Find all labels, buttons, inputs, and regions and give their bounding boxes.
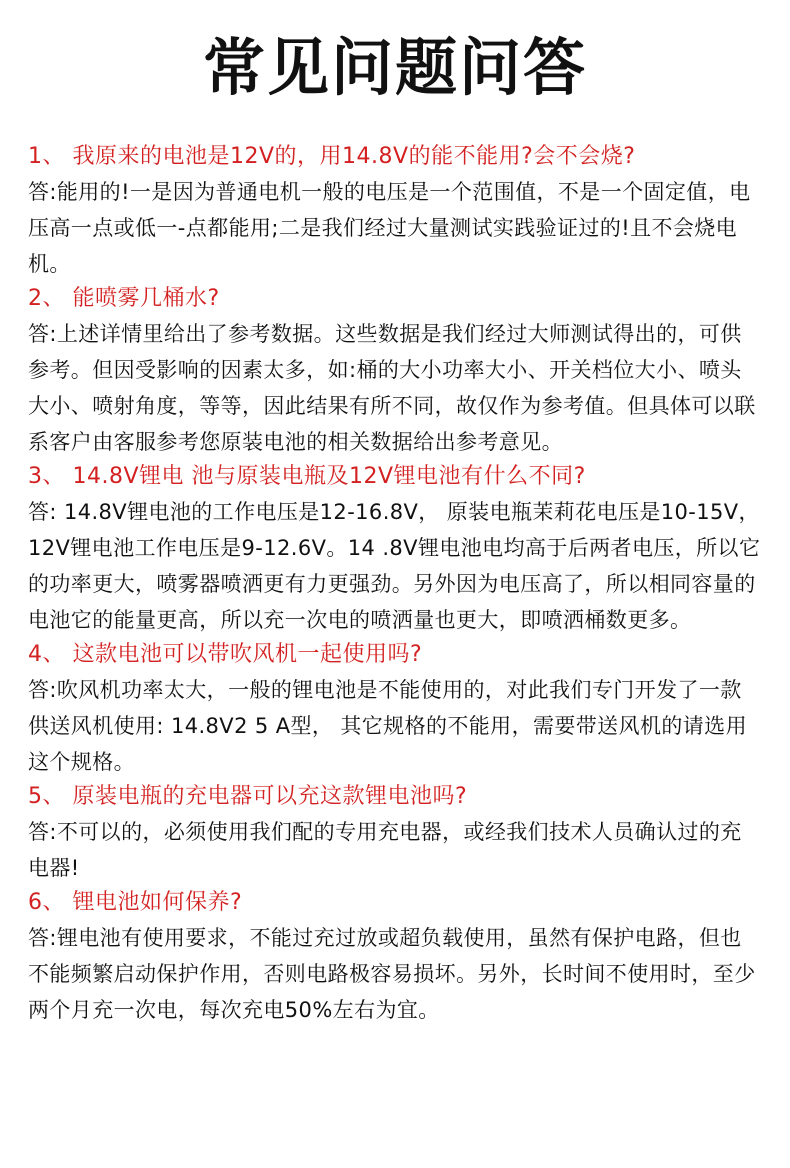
faq-question-5: 5、 原装电瓶的充电器可以充这款锂电池吗? bbox=[28, 784, 468, 809]
faq-item-1 bbox=[28, 140, 762, 282]
faq-answer-5: 答:不可以的，必须使用我们配的专用充电器，或经我们技术人员确认过的充电器! bbox=[28, 820, 742, 880]
faq-question-2: 2、 能喷雾几桶水? bbox=[28, 286, 220, 311]
page-title: 常见问题问答 bbox=[202, 31, 587, 104]
faq-answer-3: 答: 14.8V锂电池的工作电压是12-16.8V， 原装电瓶茉莉花电压是10-15V，12V锂电池工作电压是9-12.6V。14 .8V锂电池电均高于后两者电压，所以它的功率更大，喷雾器喷洒更有力更强劲。另外因为电压高了，所以相同容量的电池它的能量更高，所以充一次电的喷洒量也更大，即喷洒桶数更多。 bbox=[28, 500, 761, 632]
faq-question-6: 6、 锂电池如何保养? bbox=[28, 890, 243, 915]
faq-question-1: 1、 我原来的电池是12V的，用14.8V的能不能用?会不会烧? bbox=[28, 144, 636, 169]
faq-answer-2: 答:上述详情里给出了参考数据。这些数据是我们经过大师测试得出的，可供参考。但因受影响的因素太多，如:桶的大小功率大小、开关档位大小、喷头大小、喷射角度，等等，因此结果有所不同，故仅作为参考值。但具体可以联系客户由客服参考您原装电池的相关数据给出参考意见。 bbox=[28, 322, 756, 454]
faq-answer-6: 答:锂电池有使用要求，不能过充过放或超负载使用，虽然有保护电路，但也不能频繁启动保护作用，否则电路极容易损坏。另外，长时间不使用时，至少两个月充一次电，每次充电50%左右为宜。 bbox=[28, 926, 756, 1022]
faq-item-5 bbox=[28, 780, 762, 886]
faq-answer-4: 答:吹风机功率太大，一般的锂电池是不能使用的，对此我们专门开发了一款供送风机使用: 14.8V2 5 A型， 其它规格的不能用，需要带送风机的请选用这个规格。 bbox=[28, 678, 747, 774]
faq-item-4 bbox=[28, 638, 762, 780]
faq-item-6 bbox=[28, 886, 762, 1028]
faq-question-3: 3、 14.8V锂电 池与原装电瓶及12V锂电池有什么不同? bbox=[28, 464, 586, 489]
faq-list bbox=[28, 140, 762, 1028]
faq-item-2 bbox=[28, 282, 762, 460]
faq-question-4: 4、 这款电池可以带吹风机一起使用吗? bbox=[28, 642, 423, 667]
faq-item-3 bbox=[28, 460, 762, 638]
faq-answer-1: 答:能用的!一是因为普通电机一般的电压是一个范围值，不是一个固定值，电压高一点或低一-点都能用;二是我们经过大量测试实践验证过的!且不会烧电机。 bbox=[28, 180, 751, 276]
